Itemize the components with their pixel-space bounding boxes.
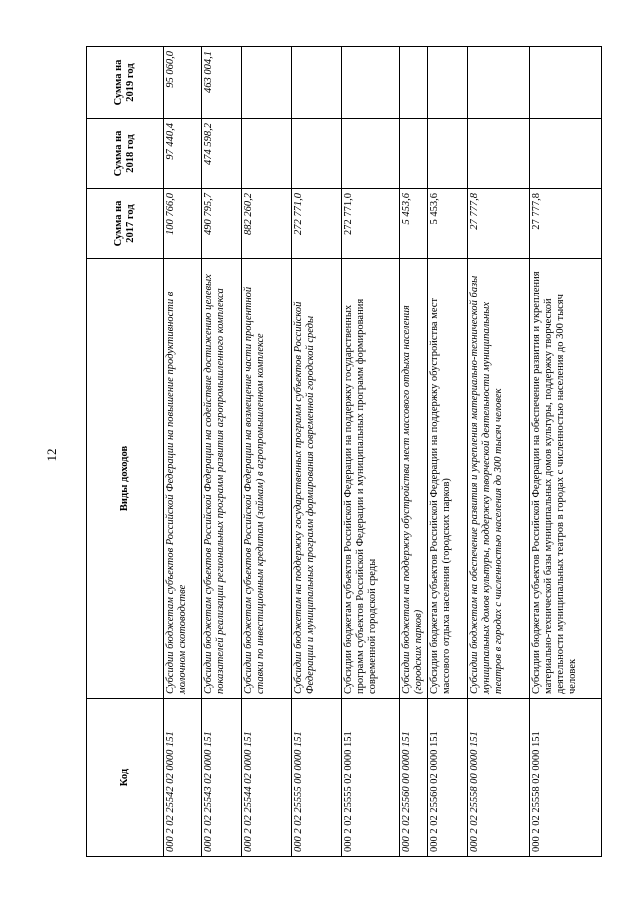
header-sum-2018: Сумма на 2018 год: [87, 119, 164, 189]
row-sum-2018: [400, 119, 428, 189]
row-description: Субсидии бюджетам на поддержку государственных программ субъектов Российской Федерации и муниципальных программ формирования современной городской среды: [292, 259, 342, 699]
table-header-row: [87, 47, 164, 857]
row-sum-2019: [400, 47, 428, 119]
row-sum-2019: 95 060,0: [164, 47, 202, 119]
row-code: 000 2 02 25560 00 0000 151: [400, 699, 428, 857]
row-sum-2019: [428, 47, 468, 119]
header-type: Виды доходов: [87, 259, 164, 699]
row-description: Субсидии бюджетам субъектов Российской Федерации на обеспечение развития и укрепления материально-технической базы муниципальных домов культуры, поддержку творческой деятельности муниципальных театров в городах с численностью населения до 300 тысяч человек: [530, 259, 602, 699]
row-sum-2019: [530, 47, 602, 119]
row-sum-2018: 474 598,2: [202, 119, 242, 189]
table-row: [428, 47, 468, 857]
row-description: Субсидии бюджетам на обеспечение развития и укрепления материально-технической базы муниципальных домов культуры, поддержку творческой деятельности муниципальных театров в городах с численностью населения до 300 тысяч человек: [468, 259, 530, 699]
table-row: [400, 47, 428, 857]
row-sum-2019: [342, 47, 400, 119]
revenue-table: [86, 46, 602, 857]
table-row: [530, 47, 602, 857]
header-code: Код: [87, 699, 164, 857]
row-code: 000 2 02 25560 02 0000 151: [428, 699, 468, 857]
row-sum-2019: [468, 47, 530, 119]
table-row: [202, 47, 242, 857]
row-code: 000 2 02 25543 02 0000 151: [202, 699, 242, 857]
table-row: [164, 47, 202, 857]
row-sum-2018: [428, 119, 468, 189]
header-sum-2017: Сумма на 2017 год: [87, 189, 164, 259]
row-sum-2019: [292, 47, 342, 119]
row-description: Субсидии бюджетам субъектов Российской Федерации на возмещение части процентной ставки по инвестиционным кредитам (займам) в агропромышленном комплексе: [242, 259, 292, 699]
header-sum-2019: Сумма на 2019 год: [87, 47, 164, 119]
row-sum-2018: [468, 119, 530, 189]
row-sum-2017: 490 795,7: [202, 189, 242, 259]
row-description: Субсидии бюджетам субъектов Российской Федерации на содействие достижению целевых показателей реализации региональных программ развития агропромышленного комплекса: [202, 259, 242, 699]
row-sum-2018: [342, 119, 400, 189]
row-sum-2019: 463 004,1: [202, 47, 242, 119]
table-row: [342, 47, 400, 857]
row-sum-2018: [292, 119, 342, 189]
row-sum-2017: 882 260,2: [242, 189, 292, 259]
table-row: [468, 47, 530, 857]
row-sum-2018: [530, 119, 602, 189]
row-sum-2018: [242, 119, 292, 189]
row-code: 000 2 02 25558 00 0000 151: [468, 699, 530, 857]
row-sum-2017: 272 771,0: [342, 189, 400, 259]
row-code: 000 2 02 25544 02 0000 151: [242, 699, 292, 857]
row-sum-2017: 27 777,8: [468, 189, 530, 259]
row-sum-2019: [242, 47, 292, 119]
row-description: Субсидии бюджетам субъектов Российской Федерации на поддержку государственных программ субъектов Российской Федерации и муниципальных программ формирования современной городской среды: [342, 259, 400, 699]
row-sum-2017: 5 453,6: [400, 189, 428, 259]
row-code: 000 2 02 25558 02 0000 151: [530, 699, 602, 857]
table-row: [242, 47, 292, 857]
row-description: Субсидии бюджетам субъектов Российской Федерации на поддержку обустройства мест массового отдыха населения (городских парков): [428, 259, 468, 699]
row-sum-2017: 272 771,0: [292, 189, 342, 259]
row-sum-2017: 5 453,6: [428, 189, 468, 259]
page-number: 12: [44, 448, 59, 462]
row-code: 000 2 02 25555 00 0000 151: [292, 699, 342, 857]
row-sum-2018: 97 440,4: [164, 119, 202, 189]
row-code: 000 2 02 25542 02 0000 151: [164, 699, 202, 857]
rotated-table-container: [86, 47, 576, 857]
row-code: 000 2 02 25555 02 0000 151: [342, 699, 400, 857]
row-description: Субсидии бюджетам субъектов Российской Федерации на повышение продуктивности в молочном скотоводстве: [164, 259, 202, 699]
row-sum-2017: 100 766,0: [164, 189, 202, 259]
row-description: Субсидии бюджетам на поддержку обустройства мест массового отдыха населения (городских парков): [400, 259, 428, 699]
table-row: [292, 47, 342, 857]
row-sum-2017: 27 777,8: [530, 189, 602, 259]
